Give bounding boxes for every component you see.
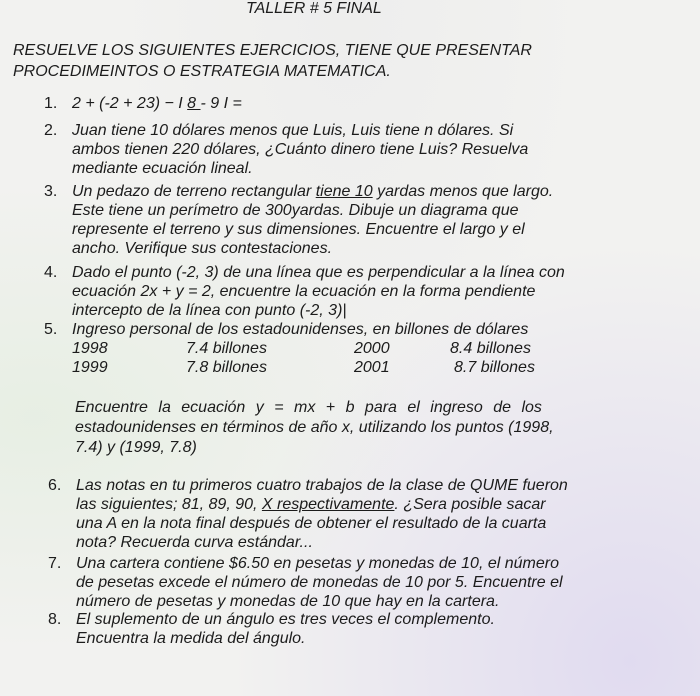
problem-number: 3. [44, 183, 58, 200]
problem-number: 6. [48, 477, 62, 494]
text-segment: 2 + (-2 + 23) − I [72, 95, 188, 112]
problem-line: Juan tiene 10 dólares menos que Luis, Luis tiene n dólares. Si [72, 122, 514, 139]
table-cell: 1998 [72, 340, 108, 357]
problem-line: una A en la nota final después de obtener el resultado de la cuarta [76, 515, 547, 532]
table-cell: 7.8 billones [186, 359, 267, 376]
problem-line: número de pesetas y monedas de 10 que hay en la cartera. [76, 593, 500, 610]
problem-number: 2. [44, 122, 58, 139]
instructions-line: PROCEDIMEINTOS O ESTRATEGIA MATEMATICA. [13, 63, 391, 80]
problem-line: Dado el punto (-2, 3) de una línea que es perpendicular a la línea con [72, 264, 565, 281]
table-cell: 2000 [354, 340, 390, 357]
problem-line [72, 94, 242, 113]
problem-line: Las notas en tu primeros cuatro trabajos de la clase de QUME fueron [76, 477, 568, 494]
table-cell: 1999 [72, 359, 108, 376]
problem-line [72, 182, 553, 201]
underlined-text: X respectivamente [261, 496, 395, 513]
followup-line: 7.4) y (1999, 7.8) [75, 439, 197, 456]
underlined-text: 8 [187, 95, 201, 112]
problem-2 [44, 121, 694, 178]
table-cell: 7.4 billones [186, 340, 267, 357]
page-title: TALLER # 5 FINAL [246, 0, 382, 17]
problem-line: ancho. Verifique sus contestaciones. [72, 240, 333, 257]
table-cell: 8.7 billones [454, 359, 535, 376]
problem-number: 4. [44, 264, 58, 281]
instructions-line: RESUELVE LOS SIGUIENTES EJERCICIOS, TIENE QUE PRESENTAR [13, 42, 532, 59]
problem-line: de pesetas excede el número de monedas de 10 por 5. Encuentre el [76, 574, 563, 591]
text-segment: las siguientes; 81, 89, 90, [76, 496, 262, 513]
problem-line: intercepto de la línea con punto (-2, 3)| [72, 302, 347, 319]
problem-1 [44, 94, 694, 113]
problem-number: 7. [48, 555, 62, 572]
text-segment: Un pedazo de terreno rectangular [72, 183, 316, 200]
problem-number: 1. [44, 95, 58, 112]
problem-number: 5. [44, 321, 58, 338]
followup-line: Encuentre la ecuación y = mx + b para el ingreso de los [75, 399, 542, 416]
problem-line: Una cartera contiene $6.50 en pesetas y monedas de 10, el número [76, 555, 559, 572]
problem-5 [44, 320, 694, 339]
problem-3 [44, 182, 694, 258]
problem-line: Ingreso personal de los estadounidenses, en billones de dólares [72, 321, 529, 338]
table-cell: 8.4 billones [450, 340, 531, 357]
text-segment: - 9 I = [200, 95, 242, 112]
table-cell: 2001 [354, 359, 390, 376]
problem-line: mediante ecuación lineal. [72, 160, 253, 177]
problem-line: Este tiene un perímetro de 300yardas. Dibuje un diagrama que [72, 202, 519, 219]
problem-7 [48, 554, 698, 611]
problem-line: ecuación 2x + y = 2, encuentre la ecuación en la forma pendiente [72, 283, 536, 300]
problem-line: Encuentra la medida del ángulo. [76, 630, 306, 647]
problem-line: nota? Recuerda curva estándar... [76, 534, 313, 551]
problem-5-followup [75, 398, 554, 458]
problem-line [76, 495, 546, 514]
problem-line: El suplemento de un ángulo es tres veces el complemento. [76, 611, 495, 628]
problem-8 [48, 610, 698, 648]
problem-line: ambos tienen 220 dólares, ¿Cuánto dinero tiene Luis? Resuelva [72, 141, 529, 158]
problem-number: 8. [48, 611, 62, 628]
problem-6 [48, 476, 698, 552]
text-segment: yardas menos que largo. [372, 183, 554, 200]
problem-line: represente el terreno y sus dimensiones. Encuentre el largo y el [72, 221, 525, 238]
underlined-text: tiene 10 [315, 183, 373, 200]
followup-line: estadounidenses en términos de año x, utilizando los puntos (1998, [75, 419, 554, 436]
problem-4 [44, 263, 694, 320]
instructions [13, 40, 532, 82]
text-segment: . ¿Sera posible sacar [394, 496, 546, 513]
